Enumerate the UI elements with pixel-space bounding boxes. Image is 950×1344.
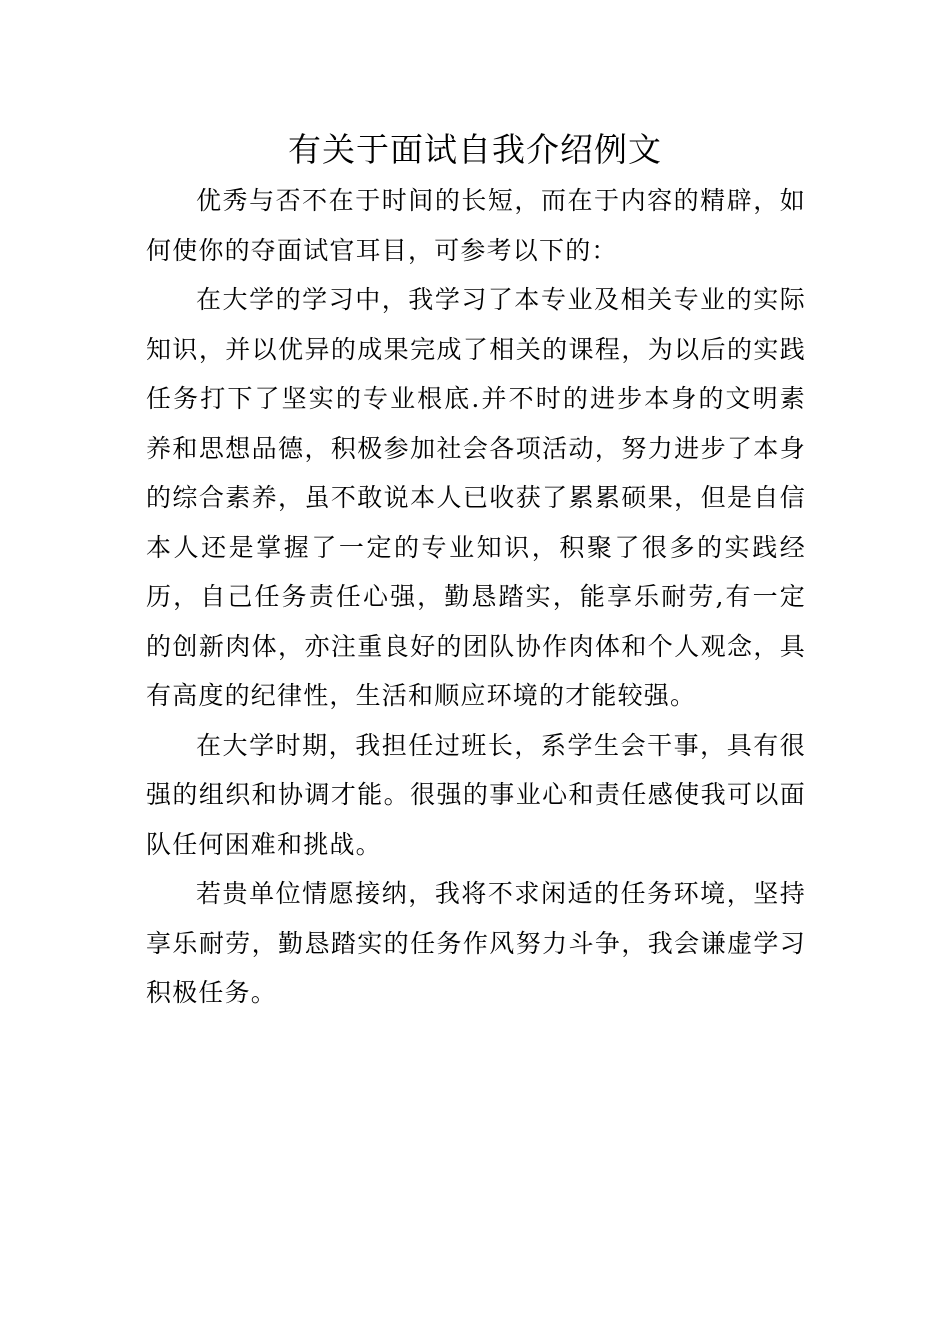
paragraph-study: 在大学的学习中，我学习了本专业及相关专业的实际知识，并以优异的成果完成了相关的课程，为以后的实践任务打下了坚实的专业根底.并不时的进步本身的文明素养和思想品德，积极参加社会各项活动，努力进步了本身的综合素养，虽不敢说本人已收获了累累硕果，但是自信本人还是掌握了一定的专业知识，积聚了很多的实践经历，自己任务责任心强，勤恳踏实，能享乐耐劳,有一定的创新肉体，亦注重良好的团队协作肉体和个人观念，具有高度的纪律性，生活和顺应环境的才能较强。 <box>146 285 806 710</box>
paragraph-intro: 优秀与否不在于时间的长短，而在于内容的精辟，如何使你的夺面试官耳目，可参考以下的： <box>146 186 806 265</box>
document-body <box>146 176 806 1018</box>
paragraph-roles: 在大学时期，我担任过班长，系学生会干事，具有很强的组织和协调才能。很强的事业心和责任感使我可以面队任何困难和挑战。 <box>146 730 806 859</box>
paragraph-closing: 若贵单位情愿接纳，我将不求闲适的任务环境，坚持享乐耐劳，勤恳踏实的任务作风努力斗争，我会谦虚学习积极任务。 <box>146 879 806 1007</box>
document-title: 有关于面试自我介绍例文 <box>288 130 662 169</box>
